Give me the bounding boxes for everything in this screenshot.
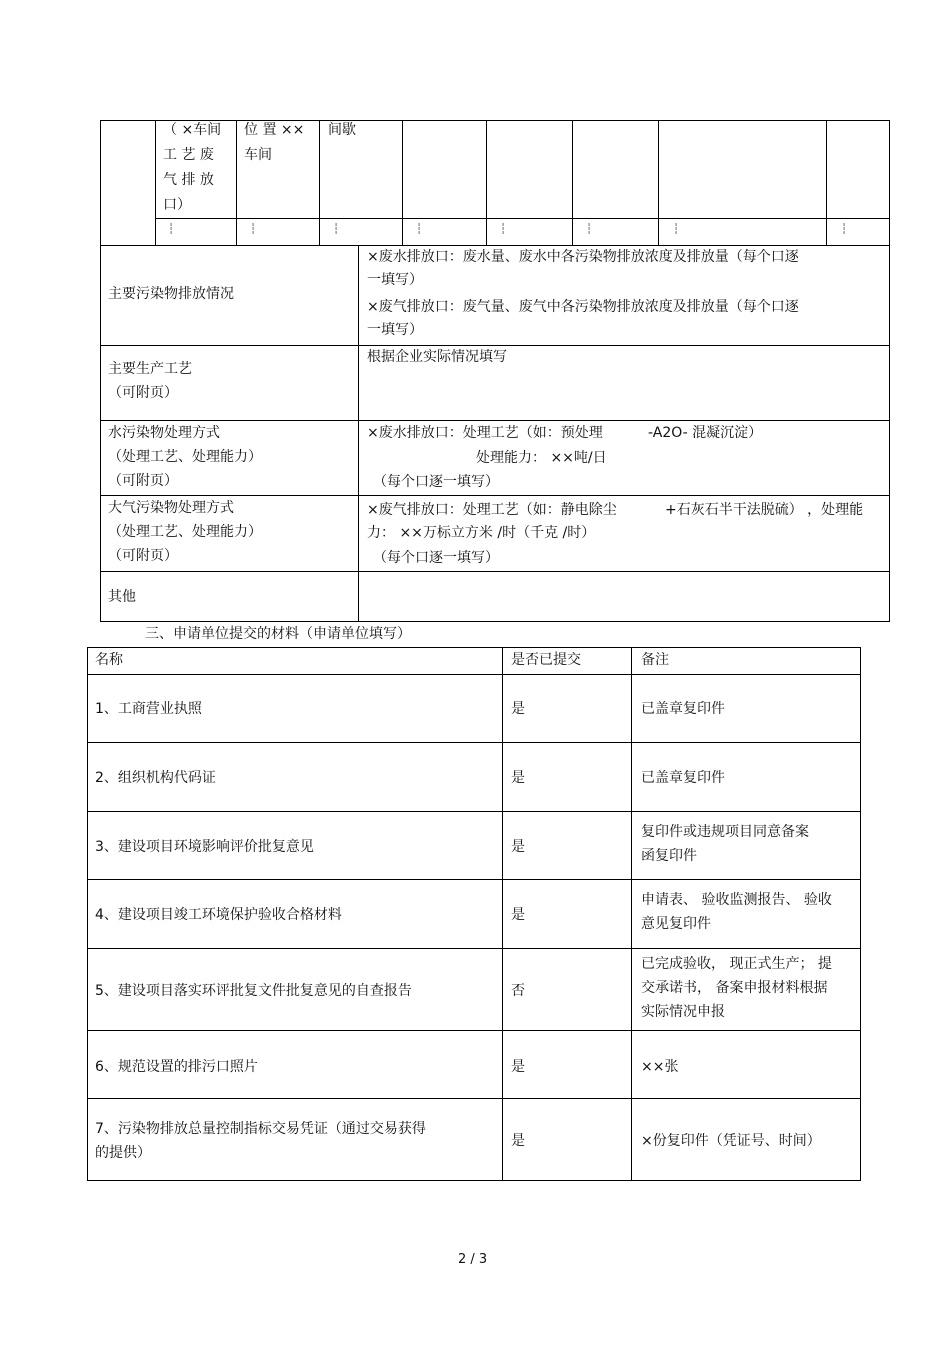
header-submitted: 是否已提交: [511, 652, 581, 668]
label-line: （可附页）: [108, 385, 178, 401]
cell-line: 工 艺 废: [163, 147, 214, 163]
water-treatment-capacity: 处理能力： ××吨/日: [476, 450, 607, 466]
table-row-name: 3、建设项目环境影响评价批复意见: [95, 839, 314, 855]
air-treatment-line1b: +石灰石半干法脱硫） ，处理能: [665, 502, 864, 518]
cell-line: 口）: [163, 197, 191, 213]
dots-mark: ┆: [250, 224, 257, 235]
table-row-note: [641, 820, 809, 868]
table-row-name: 1、工商营业执照: [95, 701, 202, 717]
table-row-submitted: 是: [511, 1059, 525, 1075]
water-treatment-line1: ×废水排放口：处理工艺（如：预处理: [367, 425, 603, 441]
cell-line: 气 排 放: [163, 172, 214, 188]
table-row-name: 4、建设项目竣工环境保护验收合格材料: [95, 907, 342, 923]
label-line: （处理工艺、处理能力）: [108, 449, 262, 465]
content-line: ×废气排放口：废气量、废气中各污染物排放浓度及排放量（每个口逐: [367, 299, 799, 315]
air-treatment-label: [108, 496, 262, 568]
table-row-note: [641, 888, 832, 936]
production-process-label: [108, 357, 192, 405]
dots-mark: ┆: [168, 224, 175, 235]
outlet-location-cell: [244, 118, 304, 168]
main-pollutant-label: 主要污染物排放情况: [108, 286, 234, 302]
dots-mark: ┆: [673, 224, 680, 235]
name-line: 的提供）: [95, 1145, 151, 1161]
production-process-content: 根据企业实际情况填写: [367, 349, 507, 365]
note-line: 意见复印件: [641, 916, 711, 932]
header-note: 备注: [641, 652, 669, 668]
section-title: 三、申请单位提交的材料（申请单位填写）: [145, 626, 411, 642]
table-row-name: 6、规范设置的排污口照片: [95, 1059, 258, 1075]
table-row-submitted: 是: [511, 701, 525, 717]
dots-mark: ┆: [500, 224, 507, 235]
table-row-note: ××张: [641, 1059, 679, 1075]
label-line: 水污染物处理方式: [108, 425, 220, 441]
other-label: 其他: [108, 589, 136, 605]
dots-mark: ┆: [416, 224, 423, 235]
table-row-name: 2、组织机构代码证: [95, 770, 216, 786]
water-treatment-note: （每个口逐一填写）: [373, 474, 499, 490]
table-row-submitted: 是: [511, 907, 525, 923]
table-row-submitted: 是: [511, 1133, 525, 1149]
note-line: 交承诺书， 备案申报材料根据: [641, 980, 828, 996]
note-line: 已完成验收， 现正式生产； 提: [641, 956, 832, 972]
table-row-submitted: 是: [511, 839, 525, 855]
cell-line: 车间: [244, 147, 272, 163]
name-line: 7、污染物排放总量控制指标交易凭证（通过交易获得: [95, 1121, 426, 1137]
water-treatment-line1b: -A2O- 混凝沉淀）: [648, 425, 763, 441]
dots-mark: ┆: [841, 224, 848, 235]
table-row-submitted: 是: [511, 770, 525, 786]
note-line: 复印件或违规项目同意备案: [641, 824, 809, 840]
table-row-name: 5、建设项目落实环评批复文件批复意见的自查报告: [95, 983, 412, 999]
note-line: 申请表、 验收监测报告、 验收: [641, 892, 832, 908]
content-line: 一填写）: [367, 322, 423, 338]
cell-line: （ ×车间: [163, 122, 222, 138]
page-number: 2 / 3: [458, 1252, 488, 1267]
air-treatment-note: （每个口逐一填写）: [373, 550, 499, 566]
table-row-submitted: 否: [511, 983, 525, 999]
label-line: （可附页）: [108, 473, 178, 489]
air-treatment-capacity: 力： ××万标立方米 /时（千克 /时）: [367, 525, 596, 541]
content-line: 一填写）: [367, 272, 423, 288]
content-line: ×废水排放口：废水量、废水中各污染物排放浓度及排放量（每个口逐: [367, 249, 799, 265]
air-treatment-line1: ×废气排放口：处理工艺（如：静电除尘: [367, 502, 617, 518]
label-line: 大气污染物处理方式: [108, 500, 234, 516]
label-line: 主要生产工艺: [108, 361, 192, 377]
table-row-note: [641, 952, 832, 1024]
dots-mark: ┆: [333, 224, 340, 235]
table-row-note: 已盖章复印件: [641, 701, 725, 717]
table-row-note: ×份复印件（凭证号、时间）: [641, 1133, 821, 1149]
table-row-note: 已盖章复印件: [641, 770, 725, 786]
discharge-mode-cell: 间歇: [328, 122, 356, 138]
label-line: （可附页）: [108, 548, 178, 564]
dots-mark: ┆: [586, 224, 593, 235]
label-line: （处理工艺、处理能力）: [108, 524, 262, 540]
water-treatment-label: [108, 421, 262, 493]
note-line: 函复印件: [641, 848, 697, 864]
main-pollutant-content: [367, 246, 799, 342]
table-row-name: [95, 1117, 426, 1165]
cell-line: 位 置 ××: [244, 122, 305, 138]
note-line: 实际情况申报: [641, 1004, 725, 1020]
header-name: 名称: [95, 652, 123, 668]
outlet-name-cell: [163, 118, 221, 218]
